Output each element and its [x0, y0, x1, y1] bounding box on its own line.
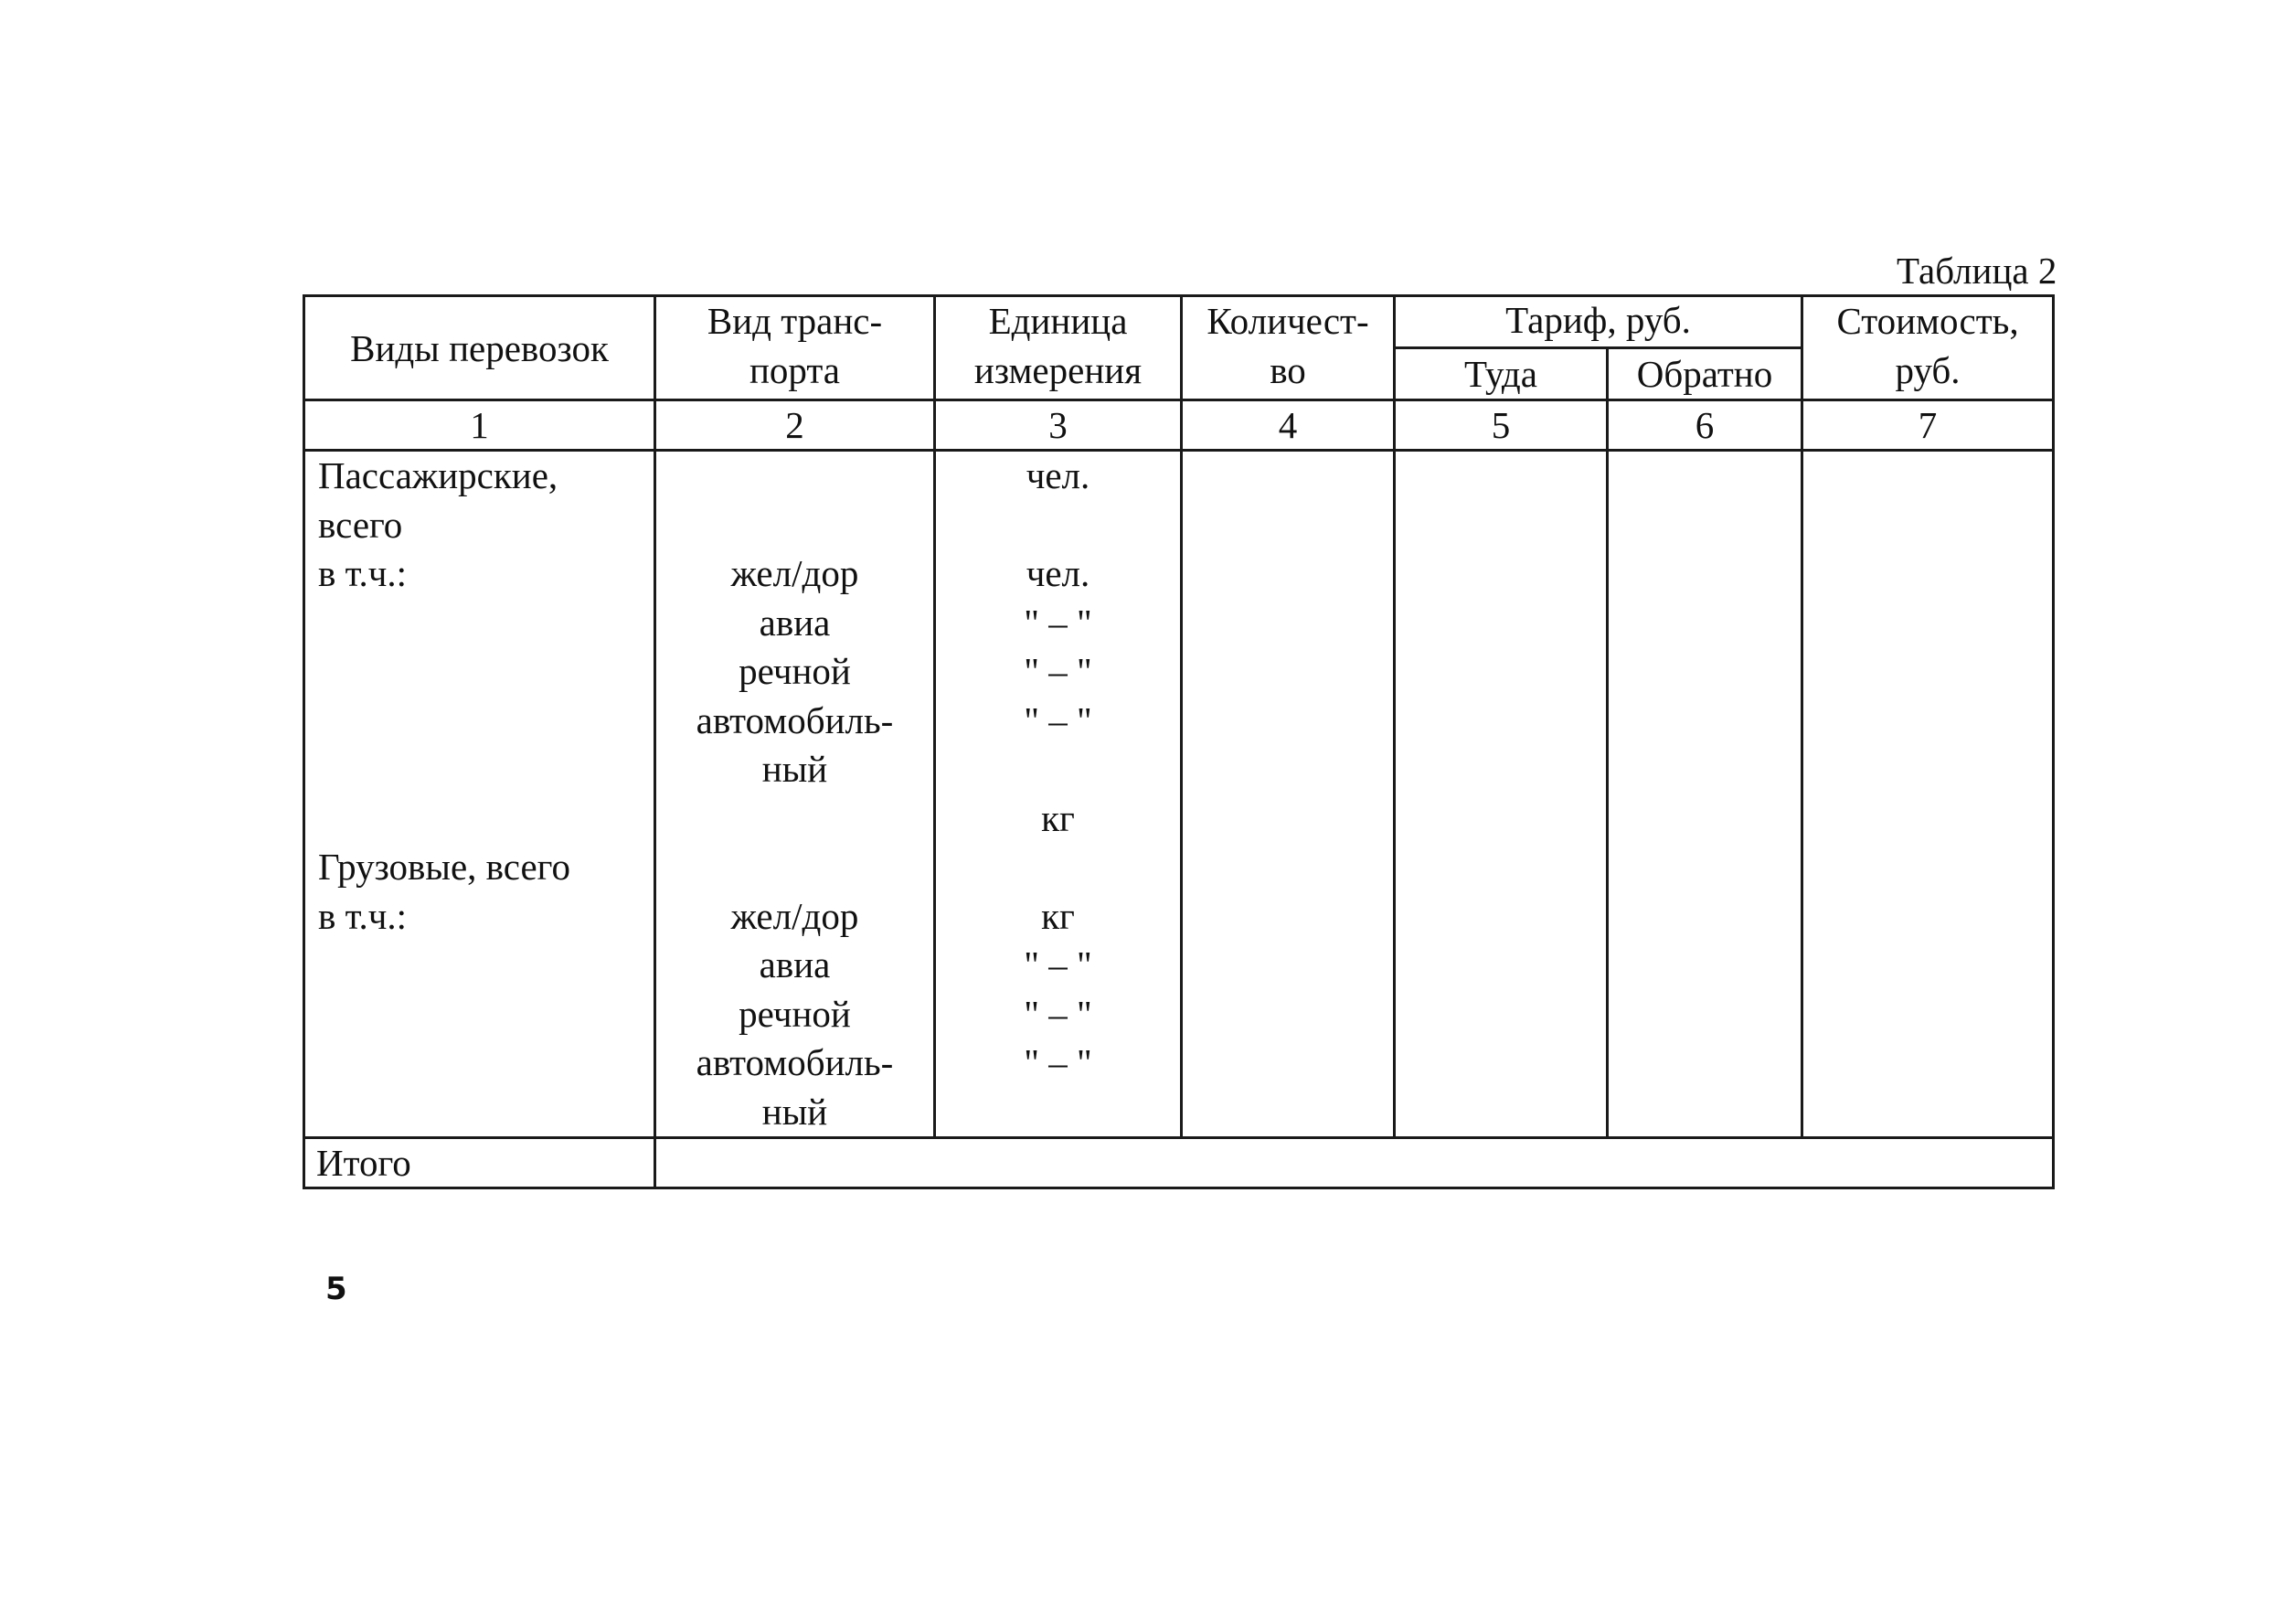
header-unit-line2: измерения [973, 348, 1143, 391]
header-quantity-line2: во [1270, 348, 1306, 391]
list-item: автомобиль- [696, 1041, 894, 1083]
unit-cell [935, 451, 1182, 1138]
tariff-there-cell [1395, 451, 1608, 1138]
column-number: 4 [1182, 400, 1395, 451]
list-item: кг [1041, 894, 1075, 937]
list-item: " – " [1024, 943, 1092, 985]
list-item: жел/дор [730, 552, 859, 594]
transport-kinds-cell [304, 451, 655, 1138]
header-transport-kinds: Виды перевозок [304, 296, 655, 400]
column-number: 5 [1395, 400, 1608, 451]
list-item: автомобиль- [696, 698, 894, 741]
list-item: в т.ч.: [318, 552, 407, 594]
list-item: речной [739, 650, 851, 692]
total-value-cell [655, 1138, 2054, 1188]
header-tariff: Тариф, руб. [1395, 296, 1802, 348]
list-item [305, 941, 654, 990]
header-cost [1802, 296, 2054, 400]
list-item: ный [761, 748, 828, 790]
column-number: 3 [935, 400, 1182, 451]
header-quantity [1182, 296, 1395, 400]
header-row-top [304, 296, 2054, 348]
quantity-cell [1182, 451, 1395, 1138]
page-mark: 5 [325, 1271, 347, 1307]
transport-table [303, 294, 2055, 1189]
list-item: кг [1041, 796, 1075, 839]
list-item [305, 745, 654, 794]
list-item [656, 452, 933, 501]
list-item: ный [761, 1090, 828, 1133]
table-caption: Таблица 2 [1897, 250, 2057, 292]
header-tariff-back: Обратно [1608, 348, 1802, 400]
list-item [656, 794, 933, 844]
header-quantity-line1: Количест- [1206, 300, 1369, 342]
list-item: " – " [1024, 698, 1092, 741]
list-item: всего [318, 503, 403, 546]
list-item: чел. [1026, 552, 1090, 594]
list-item: речной [739, 992, 851, 1035]
transport-type-cell [655, 451, 935, 1138]
list-item: в т.ч.: [318, 894, 407, 937]
list-item [936, 1088, 1180, 1137]
list-item: жел/дор [730, 894, 859, 937]
list-item: авиа [759, 601, 831, 644]
list-item [656, 843, 933, 892]
list-item: Грузовые, всего [318, 846, 570, 888]
list-item: чел. [1026, 454, 1090, 496]
header-unit-line1: Единица [988, 300, 1128, 342]
header-cost-line2: руб. [1895, 348, 1961, 391]
list-item [656, 501, 933, 550]
list-item: " – " [1024, 601, 1092, 644]
column-number: 2 [655, 400, 935, 451]
column-number: 7 [1802, 400, 2054, 451]
list-item: авиа [759, 943, 831, 985]
list-item: Пассажирские, [318, 454, 558, 496]
total-row [304, 1138, 2054, 1188]
list-item [305, 697, 654, 746]
list-item [305, 990, 654, 1039]
list-item [305, 1039, 654, 1088]
list-item: " – " [1024, 650, 1092, 692]
header-transport-type-line2: порта [749, 348, 841, 391]
list-item [936, 501, 1180, 550]
list-item: " – " [1024, 1041, 1092, 1083]
tariff-back-cell [1608, 451, 1802, 1138]
header-unit [935, 296, 1182, 400]
total-label: Итого [304, 1138, 655, 1188]
list-item: " – " [1024, 992, 1092, 1035]
list-item [305, 1088, 654, 1137]
column-number: 6 [1608, 400, 1802, 451]
list-item [305, 599, 654, 648]
header-cost-line1: Стоимость, [1836, 300, 2019, 342]
list-item [305, 647, 654, 697]
list-item [305, 794, 654, 844]
cost-cell [1802, 451, 2054, 1138]
list-item [936, 843, 1180, 892]
column-number: 1 [304, 400, 655, 451]
column-number-row [304, 400, 2054, 451]
header-tariff-there: Туда [1395, 348, 1608, 400]
table-body-row [304, 451, 2054, 1138]
header-transport-type-line1: Вид транс- [707, 300, 883, 342]
list-item [936, 745, 1180, 794]
header-transport-type [655, 296, 935, 400]
